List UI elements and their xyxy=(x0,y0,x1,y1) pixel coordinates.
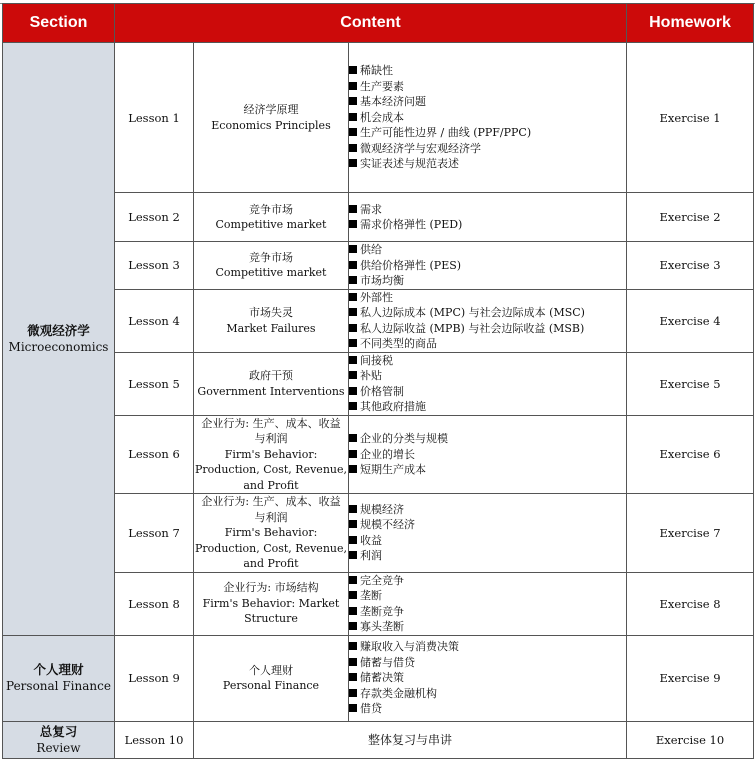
content-item-text: 借贷 xyxy=(360,702,382,716)
lesson-content xyxy=(349,352,627,415)
topic-line: Production, Cost, Revenue, xyxy=(195,463,347,476)
lesson-label: Lesson 1 xyxy=(115,43,194,193)
lesson-row xyxy=(3,494,754,573)
lesson-row xyxy=(3,193,754,242)
lesson-row xyxy=(3,242,754,290)
content-item xyxy=(349,305,626,321)
content-item-text: 生产可能性边界 / 曲线 (PPF/PPC) xyxy=(360,126,532,140)
topic-line: 经济学原理 xyxy=(243,103,299,116)
lesson-content xyxy=(349,43,627,193)
bullet-square-icon xyxy=(349,339,357,347)
section-name-cn: 总复习 xyxy=(39,723,78,739)
content-item-text: 不同类型的商品 xyxy=(360,337,437,350)
lesson-content xyxy=(349,289,627,352)
content-item-text: 规模经济 xyxy=(360,502,404,516)
topic-line: and Profit xyxy=(243,557,299,570)
bullet-square-icon xyxy=(349,144,357,152)
topic-line: Firm's Behavior: xyxy=(224,447,318,461)
bullet-square-icon xyxy=(349,450,357,458)
lesson-topic xyxy=(194,193,349,242)
bullet-square-icon xyxy=(349,689,357,697)
bullet-square-icon xyxy=(349,536,357,544)
lesson-label: Lesson 4 xyxy=(115,289,194,352)
header-homework: Homework xyxy=(627,4,754,43)
lesson-topic xyxy=(194,415,349,494)
content-item xyxy=(349,141,626,157)
content-item xyxy=(349,588,626,604)
lesson-topic xyxy=(194,289,349,352)
content-item xyxy=(349,125,626,141)
content-item-text: 完全竞争 xyxy=(360,573,404,587)
content-item-text: 需求价格弹性 (PED) xyxy=(360,218,463,231)
bullet-square-icon xyxy=(349,520,357,528)
content-item xyxy=(349,290,626,306)
lesson-content xyxy=(349,494,627,573)
homework-cell: Exercise 7 xyxy=(627,494,754,573)
lesson-label: Lesson 5 xyxy=(115,352,194,415)
topic-line: 竞争市场 xyxy=(249,250,293,264)
content-item-text: 短期生产成本 xyxy=(360,463,426,476)
topic-line: 竞争市场 xyxy=(249,202,293,216)
lesson-topic xyxy=(194,43,349,193)
bullet-square-icon xyxy=(349,673,357,681)
lesson-label: Lesson 2 xyxy=(115,193,194,242)
content-item xyxy=(349,258,626,274)
topic-line: Structure xyxy=(244,612,298,626)
bullet-square-icon xyxy=(349,113,357,121)
section-cell xyxy=(3,721,115,758)
topic-line: 企业行为: 生产、成本、收益 xyxy=(201,416,341,430)
content-item xyxy=(349,548,626,564)
bullet-square-icon xyxy=(349,205,357,213)
section-cell xyxy=(3,635,115,721)
bullet-square-icon xyxy=(349,434,357,442)
lesson-label: Lesson 7 xyxy=(115,494,194,573)
section-name-en: Microeconomics xyxy=(8,339,109,354)
content-item-text: 补贴 xyxy=(360,369,382,382)
content-item xyxy=(349,462,626,478)
lesson-label: Lesson 6 xyxy=(115,415,194,494)
section-name-en: Review xyxy=(36,740,81,755)
homework-cell: Exercise 6 xyxy=(627,415,754,494)
lesson-topic xyxy=(194,494,349,573)
bullet-square-icon xyxy=(349,658,357,666)
content-item-text: 其他政府措施 xyxy=(360,400,426,413)
content-item-text: 收益 xyxy=(360,533,382,547)
lesson-topic xyxy=(194,242,349,290)
section-name-cn: 微观经济学 xyxy=(27,322,90,338)
topic-line: Production, Cost, Revenue, xyxy=(195,541,347,555)
content-item xyxy=(349,242,626,258)
content-item-text: 储蓄与借贷 xyxy=(360,655,415,669)
bullet-square-icon xyxy=(349,622,357,630)
lesson-row xyxy=(3,572,754,635)
content-item-text: 私人边际成本 (MPC) 与社会边际成本 (MSC) xyxy=(360,306,585,319)
lesson-label: Lesson 10 xyxy=(115,721,194,758)
topic-line: 企业行为: 市场结构 xyxy=(223,581,319,595)
content-item xyxy=(349,63,626,79)
lesson-topic xyxy=(194,572,349,635)
topic-line: Government Interventions xyxy=(197,384,345,398)
content-item xyxy=(349,533,626,549)
homework-cell: Exercise 1 xyxy=(627,43,754,193)
content-item-text: 赚取收入与消费决策 xyxy=(360,640,459,654)
syllabus-table xyxy=(2,3,754,759)
topic-line: 个人理财 xyxy=(249,663,293,677)
bullet-square-icon xyxy=(349,576,357,584)
lesson-row xyxy=(3,43,754,193)
content-item-text: 企业的分类与规模 xyxy=(360,432,448,445)
topic-line: 与利润 xyxy=(254,432,288,445)
content-item-text: 利润 xyxy=(360,549,382,563)
bullet-square-icon xyxy=(349,261,357,269)
content-item-text: 规模不经济 xyxy=(360,518,415,532)
bullet-square-icon xyxy=(349,66,357,74)
bullet-square-icon xyxy=(349,356,357,364)
content-item-text: 企业的增长 xyxy=(360,447,415,461)
bullet-square-icon xyxy=(349,308,357,316)
content-item-text: 机会成本 xyxy=(360,110,404,124)
homework-cell: Exercise 10 xyxy=(627,721,754,758)
content-item xyxy=(349,701,626,717)
lesson-row xyxy=(3,289,754,352)
content-item xyxy=(349,431,626,447)
review-content: 整体复习与串讲 xyxy=(194,721,627,758)
content-item xyxy=(349,336,626,352)
homework-cell: Exercise 5 xyxy=(627,352,754,415)
header-content: Content xyxy=(115,4,627,43)
content-item-text: 实证表述与规范表述 xyxy=(360,157,459,171)
homework-cell: Exercise 4 xyxy=(627,289,754,352)
content-item-text: 基本经济问题 xyxy=(360,95,426,109)
content-item xyxy=(349,321,626,337)
content-item-text: 稀缺性 xyxy=(360,64,393,78)
topic-line: 与利润 xyxy=(254,510,288,524)
content-item-text: 生产要素 xyxy=(360,79,404,93)
section-name-en: Personal Finance xyxy=(6,679,111,693)
bullet-square-icon xyxy=(349,159,357,167)
topic-line: Personal Finance xyxy=(222,679,320,692)
bullet-square-icon xyxy=(349,642,357,650)
lesson-topic xyxy=(194,635,349,721)
content-item xyxy=(349,573,626,589)
header-section: Section xyxy=(3,4,115,43)
bullet-square-icon xyxy=(349,465,357,473)
topic-line: Economics Principles xyxy=(211,118,331,132)
lesson-content xyxy=(349,242,627,290)
lesson-content xyxy=(349,193,627,242)
lesson-content xyxy=(349,635,627,721)
lesson-row xyxy=(3,415,754,494)
bullet-square-icon xyxy=(349,97,357,105)
lesson-row xyxy=(3,635,754,721)
topic-line: Competitive market xyxy=(215,266,327,280)
header-row xyxy=(3,4,754,43)
content-item xyxy=(349,517,626,533)
lesson-row xyxy=(3,352,754,415)
content-item xyxy=(349,273,626,289)
content-item xyxy=(349,447,626,463)
content-item-text: 垄断竞争 xyxy=(360,604,404,618)
topic-line: 市场失灵 xyxy=(249,306,293,319)
content-item-text: 供给 xyxy=(360,243,382,256)
content-item-text: 存款类金融机构 xyxy=(360,686,437,700)
lesson-label: Lesson 3 xyxy=(115,242,194,290)
bullet-square-icon xyxy=(349,82,357,90)
content-item xyxy=(349,655,626,671)
content-item-text: 供给价格弹性 (PES) xyxy=(360,258,462,272)
topic-line: 政府干预 xyxy=(249,369,293,382)
bullet-square-icon xyxy=(349,324,357,332)
content-item xyxy=(349,502,626,518)
content-item xyxy=(349,686,626,702)
section-name-cn: 个人理财 xyxy=(33,662,84,677)
content-item-text: 寡头垄断 xyxy=(360,620,404,633)
topic-line: Firm's Behavior: Market xyxy=(202,596,340,610)
lesson-topic xyxy=(194,352,349,415)
lesson-content xyxy=(349,572,627,635)
bullet-square-icon xyxy=(349,293,357,301)
topic-line: Firm's Behavior: xyxy=(224,526,318,539)
content-item xyxy=(349,79,626,95)
lesson-label: Lesson 8 xyxy=(115,572,194,635)
content-item-text: 间接税 xyxy=(360,353,393,367)
bullet-square-icon xyxy=(349,505,357,513)
content-item xyxy=(349,639,626,655)
content-item xyxy=(349,619,626,635)
bullet-square-icon xyxy=(349,371,357,379)
bullet-square-icon xyxy=(349,128,357,136)
topic-line: and Profit xyxy=(243,478,299,492)
content-item-text: 需求 xyxy=(360,202,382,216)
bullet-square-icon xyxy=(349,402,357,410)
content-item-text: 私人边际收益 (MPB) 与社会边际收益 (MSB) xyxy=(360,321,585,335)
content-item xyxy=(349,156,626,172)
content-item-text: 价格管制 xyxy=(360,384,404,398)
bullet-square-icon xyxy=(349,276,357,284)
lesson-label: Lesson 9 xyxy=(115,635,194,721)
bullet-square-icon xyxy=(349,220,357,228)
content-item xyxy=(349,384,626,400)
bullet-square-icon xyxy=(349,245,357,253)
content-item-text: 微观经济学与宏观经济学 xyxy=(360,141,481,155)
bullet-square-icon xyxy=(349,607,357,615)
bullet-square-icon xyxy=(349,387,357,395)
content-item xyxy=(349,217,626,233)
content-item xyxy=(349,353,626,369)
content-item-text: 储蓄决策 xyxy=(360,671,404,685)
content-item xyxy=(349,670,626,686)
lesson-row xyxy=(3,721,754,758)
homework-cell: Exercise 2 xyxy=(627,193,754,242)
content-item xyxy=(349,368,626,384)
content-item-text: 外部性 xyxy=(360,290,393,304)
bullet-square-icon xyxy=(349,551,357,559)
topic-line: Competitive market xyxy=(215,218,327,231)
topic-line: 企业行为: 生产、成本、收益 xyxy=(201,495,341,508)
content-item-text: 市场均衡 xyxy=(360,274,404,287)
bullet-square-icon xyxy=(349,704,357,712)
homework-cell: Exercise 8 xyxy=(627,572,754,635)
content-item xyxy=(349,94,626,110)
topic-line: Market Failures xyxy=(226,321,316,335)
content-item xyxy=(349,604,626,620)
lesson-content xyxy=(349,415,627,494)
content-item xyxy=(349,202,626,218)
homework-cell: Exercise 9 xyxy=(627,635,754,721)
section-cell xyxy=(3,43,115,636)
homework-cell: Exercise 3 xyxy=(627,242,754,290)
content-item-text: 垄断 xyxy=(360,589,382,602)
bullet-square-icon xyxy=(349,591,357,599)
content-item xyxy=(349,399,626,415)
content-item xyxy=(349,110,626,126)
